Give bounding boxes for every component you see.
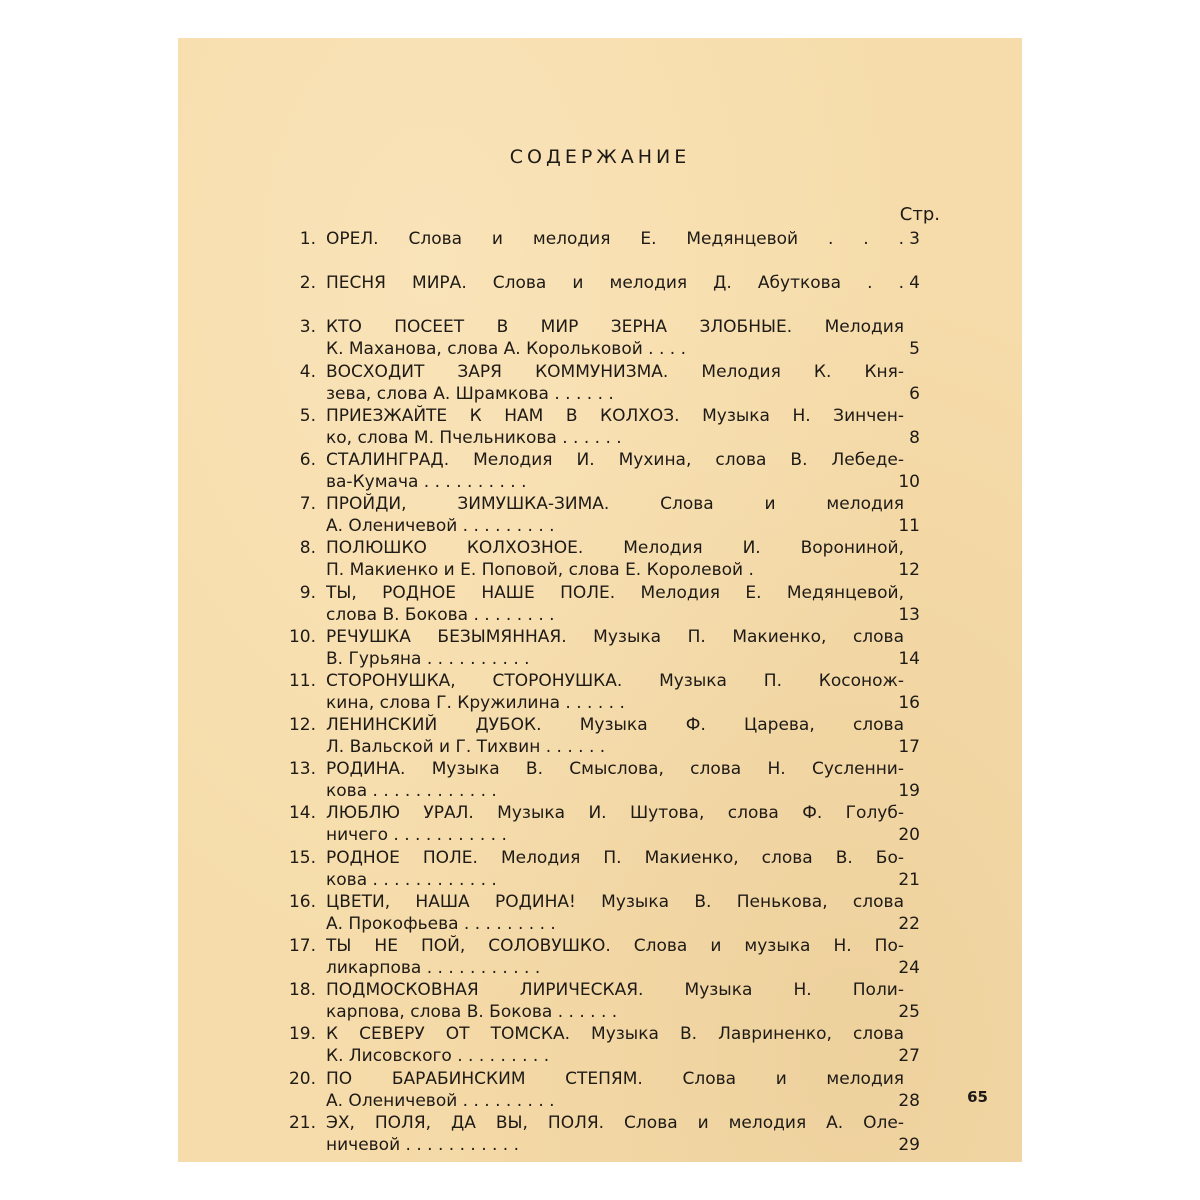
toc-entry-page: 28 [898,1090,920,1111]
toc-entry [278,670,1018,714]
toc-entry-number: 10. [288,626,316,647]
toc-entry-text [326,626,904,670]
toc-entry [278,405,1018,449]
toc-entry-line1: РОДИНА. Музыка В. Смыслова, слова Н. Сусленни- [326,759,904,780]
toc-entry-number: 11. [288,670,316,691]
toc-entry-text [326,758,904,802]
toc-entry [278,847,1018,891]
toc-entry-number: 3. [299,317,316,338]
toc-entry-line1: ЭХ, ПОЛЯ, ДА ВЫ, ПОЛЯ. Слова и мелодия А. Оле- [326,1112,904,1133]
toc-entry-line1: ПОДМОСКОВНАЯ ЛИРИЧЕСКАЯ. Музыка Н. Поли- [326,980,904,1001]
toc-entry-number: 19. [288,1024,316,1045]
toc-entry-line1: СТАЛИНГРАД. Мелодия И. Мухина, слова В. Лебеде- [326,449,904,470]
toc-entry-number: 13. [288,759,316,780]
toc-entry [278,361,1018,405]
toc-entry-page: 8 [909,427,920,448]
toc-entry-text [326,449,904,493]
toc-entry-line1: ТЫ НЕ ПОЙ, СОЛОВУШКО. Слова и музыка Н. По- [326,936,904,956]
toc-entry-text [326,979,904,1023]
toc-entry-line2: карпова, слова В. Бокова . . . . . . [326,1002,618,1023]
toc-entry-number: 6. [299,449,316,470]
toc-entry-page: 27 [898,1046,920,1067]
toc-entry-number: 5. [299,405,316,426]
toc-entry-line1: К СЕВЕРУ ОТ ТОМСКА. Музыка В. Лавриненко, слова [326,1024,904,1045]
toc-entry-page: 6 [909,383,920,404]
toc-entry-number: 2. [299,273,316,294]
toc-entry-line1: КТО ПОСЕЕТ В МИР ЗЕРНА ЗЛОБНЫЕ. Мелодия [326,317,904,338]
toc-entry-page: 17 [898,737,920,758]
toc-entry-number: 7. [299,494,316,515]
toc-entry-line2: зева, слова А. Шрамкова . . . . . . [326,383,614,404]
toc-entry-line2 [326,294,904,316]
book-page [178,38,1022,1162]
toc-entry [278,758,1018,802]
toc-entry [278,582,1018,626]
toc-entry-page: 21 [898,869,920,890]
toc-entry [278,316,1018,360]
toc-entry-number: 18. [288,980,316,1001]
page-number: 65 [967,1088,988,1106]
toc-entry-line2: А. Прокофьева . . . . . . . . . [326,913,556,934]
toc-entry [278,1112,1018,1156]
toc-entry-text [326,714,904,758]
toc-entry-line1: ЛЕНИНСКИЙ ДУБОК. Музыка Ф. Царева, слова [326,715,904,736]
toc-entry-line1: ОРЕЛ. Слова и мелодия Е. Медянцевой . . . [326,229,904,249]
toc-entry-text [326,1112,904,1156]
toc-entry-line1: ПЕСНЯ МИРА. Слова и мелодия Д. Абуткова . . [326,273,904,294]
toc-entry-text [326,847,904,891]
toc-entry-line2: ва-Кумача . . . . . . . . . . [326,471,527,492]
toc-entry-line2: ничего . . . . . . . . . . . [326,825,507,846]
toc-entry [278,935,1018,979]
toc-entry-line2: кина, слова Г. Кружилина . . . . . . [326,692,625,713]
toc-entry-text [326,1068,904,1112]
toc-entry-line2: ничевой . . . . . . . . . . . [326,1134,520,1155]
toc-entry-line2 [326,250,904,272]
toc-entry-text [326,670,904,714]
toc-entry-line1: ТЫ, РОДНОЕ НАШЕ ПОЛЕ. Мелодия Е. Медянцевой, [326,582,904,603]
page-title: СОДЕРЖАНИЕ [509,146,691,168]
toc-entry-line2: Л. Вальской и Г. Тихвин . . . . . . [326,737,606,758]
toc-entry-text [326,361,904,405]
toc-entry [278,626,1018,670]
toc-entry [278,802,1018,846]
toc-entry-text [326,493,904,537]
toc-entry-text [326,1023,904,1067]
toc-entry-number: 21. [288,1112,316,1133]
toc-entry-line2: кова . . . . . . . . . . . . [326,869,497,890]
page-column-label: Стр. [899,204,940,225]
toc-entry-text [326,802,904,846]
toc-entry-line1: ПРИЕЗЖАЙТЕ К НАМ В КОЛХОЗ. Музыка Н. Зинчен- [326,405,904,426]
toc-entry-number: 14. [288,803,316,824]
toc-entry-number: 9. [299,582,316,603]
toc-entry-number: 1. [299,229,316,249]
toc-entry-text [326,316,904,360]
toc-entry-line2: кова . . . . . . . . . . . . [326,781,497,802]
toc-entry-line1: ВОСХОДИТ ЗАРЯ КОММУНИЗМА. Мелодия К. Кня- [326,361,904,382]
toc-entry-line2: К. Лисовского . . . . . . . . . [326,1046,550,1067]
table-of-contents [278,228,1018,1156]
toc-entry-text [326,582,904,626]
toc-entry [278,272,1018,316]
toc-entry-text [326,272,904,316]
toc-entry-page: 13 [898,604,920,625]
toc-entry-line2: В. Гурьяна . . . . . . . . . . [326,648,530,669]
toc-entry-number: 20. [288,1068,316,1089]
toc-entry-page: 19 [898,781,920,802]
toc-entry [278,1068,1018,1112]
toc-entry [278,449,1018,493]
toc-entry-text [326,891,904,935]
toc-entry-line1: СТОРОНУШКА, СТОРОНУШКА. Музыка П. Косонож- [326,670,904,691]
toc-entry-page: 12 [898,560,920,581]
toc-entry-number: 4. [299,361,316,382]
toc-entry-number: 15. [288,847,316,868]
toc-entry-page: 5 [909,339,920,360]
toc-entry-line1: РОДНОЕ ПОЛЕ. Мелодия П. Макиенко, слова В. Бо- [326,847,904,868]
toc-entry-page: 25 [898,1002,920,1023]
toc-entry [278,493,1018,537]
toc-entry-line1: ПРОЙДИ, ЗИМУШКА-ЗИМА. Слова и мелодия [326,494,904,515]
toc-entry-page: 16 [898,692,920,713]
toc-entry-page: 11 [898,516,920,537]
toc-entry-page: 3 [909,229,920,249]
toc-entry-line1: ЦВЕТИ, НАША РОДИНА! Музыка В. Пенькова, слова [326,891,904,912]
toc-entry [278,1023,1018,1067]
toc-entry-page: 24 [898,958,920,978]
toc-entry-number: 12. [288,715,316,736]
toc-entry-line1: ПО БАРАБИНСКИМ СТЕПЯМ. Слова и мелодия [326,1068,904,1089]
toc-entry-text [326,228,904,272]
toc-entry-page: 22 [898,913,920,934]
toc-entry-line2: А. Оленичевой . . . . . . . . . [326,1090,555,1111]
toc-entry-number: 17. [288,936,316,956]
toc-entry-line2: ко, слова М. Пчельникова . . . . . . [326,427,622,448]
toc-entry-line2: слова В. Бокова . . . . . . . . [326,604,555,625]
toc-entry-page: 14 [898,648,920,669]
toc-entry-text [326,935,904,979]
toc-entry-number: 8. [299,538,316,559]
toc-entry-number: 16. [288,891,316,912]
toc-entry-page: 29 [898,1134,920,1155]
toc-entry [278,714,1018,758]
toc-entry [278,537,1018,581]
toc-entry-line1: ЛЮБЛЮ УРАЛ. Музыка И. Шутова, слова Ф. Голуб- [326,803,904,824]
toc-entry-page: 4 [909,273,920,294]
toc-entry-line1: РЕЧУШКА БЕЗЫМЯННАЯ. Музыка П. Макиенко, слова [326,626,904,647]
toc-entry-text [326,405,904,449]
toc-entry-line2: А. Оленичевой . . . . . . . . . [326,516,555,537]
toc-entry-page: 10 [898,471,920,492]
toc-entry-line2: К. Маханова, слова А. Корольковой . . . . [326,339,687,360]
toc-entry-page: 20 [898,825,920,846]
toc-entry-line2: П. Макиенко и Е. Поповой, слова Е. Королевой . [326,560,754,581]
toc-entry-line2: ликарпова . . . . . . . . . . . [326,958,541,978]
toc-entry [278,228,1018,272]
toc-entry-line1: ПОЛЮШКО КОЛХОЗНОЕ. Мелодия И. Ворониной, [326,538,904,559]
toc-entry-text [326,537,904,581]
toc-entry [278,979,1018,1023]
toc-entry [278,891,1018,935]
